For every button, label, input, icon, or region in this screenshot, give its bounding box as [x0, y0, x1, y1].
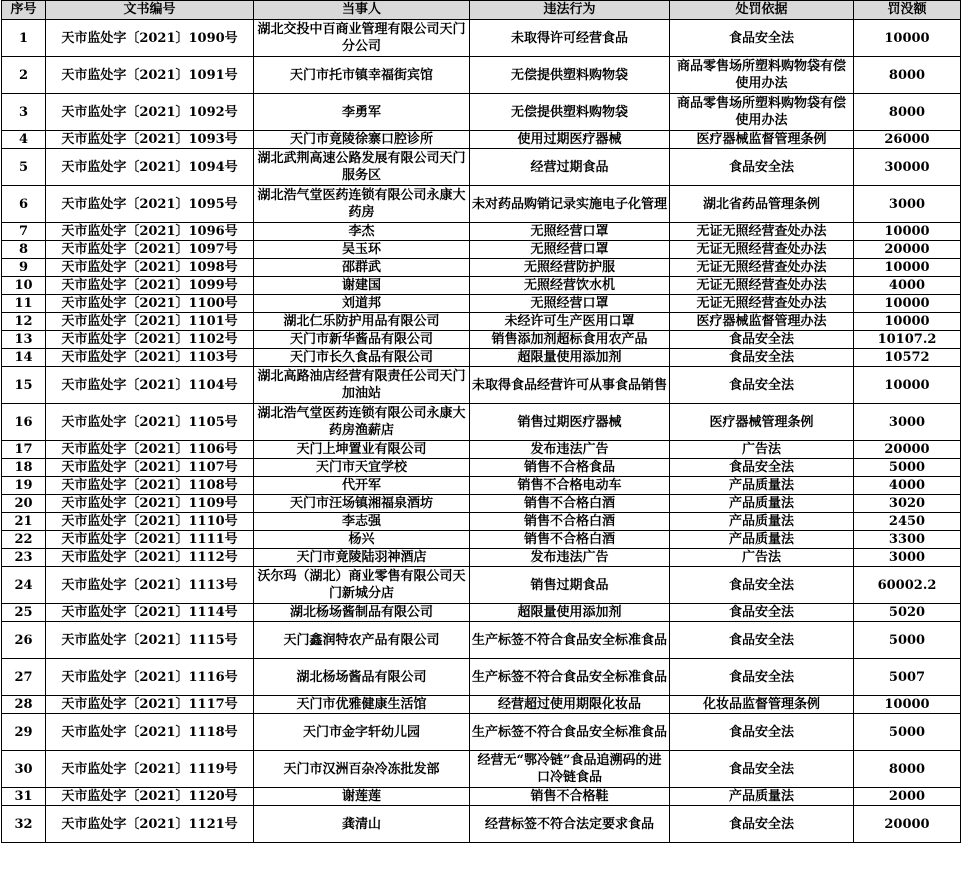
cell-no: 7 — [2, 223, 46, 241]
cell-no: 8 — [2, 241, 46, 259]
cell-no: 30 — [2, 751, 46, 788]
table-row — [2, 295, 961, 313]
cell-violation: 经营无“鄂冷链”食品追溯码的进口冷链食品 — [470, 751, 670, 788]
cell-no: 23 — [2, 549, 46, 567]
cell-violation: 生产标签不符合食品安全标准食品 — [470, 659, 670, 696]
table-row — [2, 94, 961, 131]
cell-doc: 天市监处字〔2021〕1116号 — [46, 659, 254, 696]
cell-party: 湖北交投中百商业管理有限公司天门分公司 — [254, 20, 470, 57]
cell-party: 天门上坤置业有限公司 — [254, 441, 470, 459]
cell-party: 天门市新华酱品有限公司 — [254, 331, 470, 349]
cell-violation: 销售添加剂超标食用农产品 — [470, 331, 670, 349]
cell-no: 20 — [2, 495, 46, 513]
table-row — [2, 223, 961, 241]
cell-violation: 销售过期医疗器械 — [470, 404, 670, 441]
table-row — [2, 149, 961, 186]
table-row — [2, 441, 961, 459]
cell-violation: 超限量使用添加剂 — [470, 349, 670, 367]
cell-no: 12 — [2, 313, 46, 331]
cell-basis: 食品安全法 — [670, 806, 854, 843]
table-row — [2, 806, 961, 843]
cell-basis: 产品质量法 — [670, 788, 854, 806]
cell-basis: 广告法 — [670, 441, 854, 459]
table-row — [2, 751, 961, 788]
table-row — [2, 186, 961, 223]
cell-fine: 20000 — [854, 441, 961, 459]
cell-party: 湖北武荆高速公路发展有限公司天门服务区 — [254, 149, 470, 186]
cell-doc: 天市监处字〔2021〕1112号 — [46, 549, 254, 567]
cell-violation: 未取得许可经营食品 — [470, 20, 670, 57]
table-row — [2, 404, 961, 441]
cell-no: 5 — [2, 149, 46, 186]
cell-fine: 3000 — [854, 549, 961, 567]
cell-fine: 30000 — [854, 149, 961, 186]
cell-fine: 4000 — [854, 477, 961, 495]
cell-fine: 8000 — [854, 57, 961, 94]
cell-violation: 未取得食品经营许可从事食品销售 — [470, 367, 670, 404]
cell-doc: 天市监处字〔2021〕1100号 — [46, 295, 254, 313]
cell-party: 天门市优雅健康生活馆 — [254, 696, 470, 714]
cell-basis: 医疗器械监督管理办法 — [670, 313, 854, 331]
cell-fine: 20000 — [854, 241, 961, 259]
cell-fine: 2000 — [854, 788, 961, 806]
cell-fine: 10000 — [854, 696, 961, 714]
cell-violation: 使用过期医疗器械 — [470, 131, 670, 149]
cell-basis: 食品安全法 — [670, 751, 854, 788]
cell-party: 湖北浩气堂医药连锁有限公司永康大药房渔薪店 — [254, 404, 470, 441]
cell-violation: 销售不合格食品 — [470, 459, 670, 477]
cell-violation: 销售不合格鞋 — [470, 788, 670, 806]
cell-party: 李勇军 — [254, 94, 470, 131]
table-row — [2, 349, 961, 367]
cell-party: 邵群武 — [254, 259, 470, 277]
cell-no: 29 — [2, 714, 46, 751]
cell-basis: 广告法 — [670, 549, 854, 567]
cell-violation: 无照经营口罩 — [470, 223, 670, 241]
cell-no: 19 — [2, 477, 46, 495]
cell-doc: 天市监处字〔2021〕1101号 — [46, 313, 254, 331]
cell-doc: 天市监处字〔2021〕1098号 — [46, 259, 254, 277]
cell-fine: 10107.2 — [854, 331, 961, 349]
cell-doc: 天市监处字〔2021〕1092号 — [46, 94, 254, 131]
table-row — [2, 549, 961, 567]
header-row — [2, 1, 961, 20]
cell-basis: 无证无照经营查处办法 — [670, 295, 854, 313]
cell-fine: 20000 — [854, 806, 961, 843]
cell-no: 24 — [2, 567, 46, 604]
cell-fine: 3000 — [854, 186, 961, 223]
cell-party: 湖北仁乐防护用品有限公司 — [254, 313, 470, 331]
table-row — [2, 57, 961, 94]
cell-party: 谢莲莲 — [254, 788, 470, 806]
cell-party: 刘道邦 — [254, 295, 470, 313]
cell-doc: 天市监处字〔2021〕1119号 — [46, 751, 254, 788]
cell-basis: 无证无照经营查处办法 — [670, 241, 854, 259]
cell-fine: 60002.2 — [854, 567, 961, 604]
cell-party: 谢建国 — [254, 277, 470, 295]
cell-party: 湖北浩气堂医药连锁有限公司永康大药房 — [254, 186, 470, 223]
cell-fine: 5000 — [854, 622, 961, 659]
cell-fine: 10000 — [854, 295, 961, 313]
cell-fine: 5000 — [854, 459, 961, 477]
table-row — [2, 331, 961, 349]
cell-violation: 无照经营口罩 — [470, 241, 670, 259]
cell-fine: 8000 — [854, 751, 961, 788]
cell-violation: 经营过期食品 — [470, 149, 670, 186]
cell-violation: 未经许可生产医用口罩 — [470, 313, 670, 331]
cell-party: 天门市竟陵陆羽神酒店 — [254, 549, 470, 567]
table-row — [2, 241, 961, 259]
cell-no: 18 — [2, 459, 46, 477]
cell-basis: 湖北省药品管理条例 — [670, 186, 854, 223]
cell-no: 3 — [2, 94, 46, 131]
table-row — [2, 259, 961, 277]
cell-basis: 商品零售场所塑料购物袋有偿使用办法 — [670, 94, 854, 131]
cell-fine: 10000 — [854, 223, 961, 241]
cell-fine: 2450 — [854, 513, 961, 531]
cell-no: 1 — [2, 20, 46, 57]
header-violation: 违法行为 — [470, 1, 670, 20]
cell-doc: 天市监处字〔2021〕1093号 — [46, 131, 254, 149]
cell-no: 6 — [2, 186, 46, 223]
table-row — [2, 459, 961, 477]
header-no: 序号 — [2, 1, 46, 20]
cell-no: 21 — [2, 513, 46, 531]
cell-violation: 生产标签不符合食品安全标准食品 — [470, 622, 670, 659]
table-row — [2, 696, 961, 714]
cell-fine: 26000 — [854, 131, 961, 149]
cell-doc: 天市监处字〔2021〕1095号 — [46, 186, 254, 223]
cell-doc: 天市监处字〔2021〕1094号 — [46, 149, 254, 186]
table-row — [2, 477, 961, 495]
cell-violation: 销售不合格白酒 — [470, 495, 670, 513]
table-row — [2, 604, 961, 622]
cell-basis: 产品质量法 — [670, 495, 854, 513]
cell-basis: 产品质量法 — [670, 513, 854, 531]
table-row — [2, 659, 961, 696]
cell-basis: 无证无照经营查处办法 — [670, 223, 854, 241]
cell-fine: 10000 — [854, 313, 961, 331]
cell-no: 11 — [2, 295, 46, 313]
cell-doc: 天市监处字〔2021〕1121号 — [46, 806, 254, 843]
cell-violation: 发布违法广告 — [470, 441, 670, 459]
cell-no: 4 — [2, 131, 46, 149]
table-row — [2, 367, 961, 404]
cell-violation: 销售不合格白酒 — [470, 531, 670, 549]
header-doc: 文书编号 — [46, 1, 254, 20]
cell-violation: 销售不合格电动车 — [470, 477, 670, 495]
cell-basis: 食品安全法 — [670, 149, 854, 186]
cell-doc: 天市监处字〔2021〕1096号 — [46, 223, 254, 241]
table-row — [2, 313, 961, 331]
cell-basis: 食品安全法 — [670, 459, 854, 477]
cell-basis: 食品安全法 — [670, 622, 854, 659]
cell-basis: 食品安全法 — [670, 604, 854, 622]
cell-basis: 食品安全法 — [670, 349, 854, 367]
cell-no: 22 — [2, 531, 46, 549]
cell-doc: 天市监处字〔2021〕1105号 — [46, 404, 254, 441]
cell-fine: 3020 — [854, 495, 961, 513]
cell-no: 15 — [2, 367, 46, 404]
header-party: 当事人 — [254, 1, 470, 20]
cell-fine: 3000 — [854, 404, 961, 441]
cell-violation: 无照经营饮水机 — [470, 277, 670, 295]
table-row — [2, 622, 961, 659]
table-row — [2, 277, 961, 295]
cell-violation: 生产标签不符合食品安全标准食品 — [470, 714, 670, 751]
cell-doc: 天市监处字〔2021〕1120号 — [46, 788, 254, 806]
cell-basis: 医疗器械监督管理条例 — [670, 131, 854, 149]
cell-no: 25 — [2, 604, 46, 622]
cell-party: 天门市竟陵徐寨口腔诊所 — [254, 131, 470, 149]
cell-party: 天门市天宜学校 — [254, 459, 470, 477]
cell-no: 16 — [2, 404, 46, 441]
cell-violation: 经营标签不符合法定要求食品 — [470, 806, 670, 843]
cell-violation: 无偿提供塑料购物袋 — [470, 57, 670, 94]
cell-violation: 无照经营防护服 — [470, 259, 670, 277]
cell-fine: 10572 — [854, 349, 961, 367]
cell-party: 吴玉环 — [254, 241, 470, 259]
cell-no: 10 — [2, 277, 46, 295]
cell-doc: 天市监处字〔2021〕1115号 — [46, 622, 254, 659]
table-row — [2, 20, 961, 57]
cell-party: 天门市托市镇幸福街宾馆 — [254, 57, 470, 94]
cell-violation: 超限量使用添加剂 — [470, 604, 670, 622]
cell-basis: 食品安全法 — [670, 714, 854, 751]
cell-doc: 天市监处字〔2021〕1102号 — [46, 331, 254, 349]
cell-no: 26 — [2, 622, 46, 659]
cell-no: 17 — [2, 441, 46, 459]
cell-violation: 经营超过使用期限化妆品 — [470, 696, 670, 714]
cell-doc: 天市监处字〔2021〕1111号 — [46, 531, 254, 549]
cell-violation: 无照经营口罩 — [470, 295, 670, 313]
cell-party: 湖北杨场酱品有限公司 — [254, 659, 470, 696]
cell-fine: 10000 — [854, 259, 961, 277]
cell-party: 天门市金字轩幼儿园 — [254, 714, 470, 751]
cell-party: 天门市汉洲百杂冷冻批发部 — [254, 751, 470, 788]
table-row — [2, 513, 961, 531]
table-row — [2, 567, 961, 604]
cell-no: 2 — [2, 57, 46, 94]
cell-violation: 发布违法广告 — [470, 549, 670, 567]
table-row — [2, 495, 961, 513]
cell-doc: 天市监处字〔2021〕1110号 — [46, 513, 254, 531]
cell-doc: 天市监处字〔2021〕1114号 — [46, 604, 254, 622]
cell-basis: 化妆品监督管理条例 — [670, 696, 854, 714]
cell-fine: 5007 — [854, 659, 961, 696]
cell-no: 13 — [2, 331, 46, 349]
cell-doc: 天市监处字〔2021〕1113号 — [46, 567, 254, 604]
cell-basis: 食品安全法 — [670, 20, 854, 57]
cell-party: 天门鑫润特农产品有限公司 — [254, 622, 470, 659]
cell-doc: 天市监处字〔2021〕1103号 — [46, 349, 254, 367]
cell-doc: 天市监处字〔2021〕1090号 — [46, 20, 254, 57]
cell-no: 32 — [2, 806, 46, 843]
cell-fine: 4000 — [854, 277, 961, 295]
cell-basis: 无证无照经营查处办法 — [670, 259, 854, 277]
cell-doc: 天市监处字〔2021〕1104号 — [46, 367, 254, 404]
cell-fine: 5000 — [854, 714, 961, 751]
cell-basis: 产品质量法 — [670, 531, 854, 549]
cell-doc: 天市监处字〔2021〕1091号 — [46, 57, 254, 94]
cell-basis: 无证无照经营查处办法 — [670, 277, 854, 295]
cell-no: 9 — [2, 259, 46, 277]
cell-basis: 食品安全法 — [670, 567, 854, 604]
header-basis: 处罚依据 — [670, 1, 854, 20]
cell-party: 龚清山 — [254, 806, 470, 843]
cell-basis: 食品安全法 — [670, 367, 854, 404]
cell-violation: 销售不合格白酒 — [470, 513, 670, 531]
cell-doc: 天市监处字〔2021〕1099号 — [46, 277, 254, 295]
cell-party: 湖北杨场酱制品有限公司 — [254, 604, 470, 622]
cell-fine: 10000 — [854, 367, 961, 404]
header-fine: 罚没额 — [854, 1, 961, 20]
table-row — [2, 131, 961, 149]
cell-no: 14 — [2, 349, 46, 367]
table-body — [2, 20, 961, 843]
penalty-table — [1, 0, 961, 843]
cell-party: 李杰 — [254, 223, 470, 241]
cell-no: 28 — [2, 696, 46, 714]
cell-party: 天门市长久食品有限公司 — [254, 349, 470, 367]
cell-doc: 天市监处字〔2021〕1107号 — [46, 459, 254, 477]
cell-basis: 医疗器械管理条例 — [670, 404, 854, 441]
cell-basis: 产品质量法 — [670, 477, 854, 495]
cell-doc: 天市监处字〔2021〕1118号 — [46, 714, 254, 751]
cell-basis: 食品安全法 — [670, 659, 854, 696]
cell-no: 31 — [2, 788, 46, 806]
cell-doc: 天市监处字〔2021〕1106号 — [46, 441, 254, 459]
cell-fine: 3300 — [854, 531, 961, 549]
cell-party: 杨兴 — [254, 531, 470, 549]
cell-doc: 天市监处字〔2021〕1097号 — [46, 241, 254, 259]
cell-party: 代开军 — [254, 477, 470, 495]
cell-basis: 食品安全法 — [670, 331, 854, 349]
cell-fine: 10000 — [854, 20, 961, 57]
cell-doc: 天市监处字〔2021〕1109号 — [46, 495, 254, 513]
cell-party: 沃尔玛（湖北）商业零售有限公司天门新城分店 — [254, 567, 470, 604]
cell-basis: 商品零售场所塑料购物袋有偿使用办法 — [670, 57, 854, 94]
cell-doc: 天市监处字〔2021〕1117号 — [46, 696, 254, 714]
cell-violation: 无偿提供塑料购物袋 — [470, 94, 670, 131]
cell-fine: 8000 — [854, 94, 961, 131]
cell-violation: 销售过期食品 — [470, 567, 670, 604]
cell-party: 湖北高路油店经营有限责任公司天门加油站 — [254, 367, 470, 404]
cell-no: 27 — [2, 659, 46, 696]
cell-fine: 5020 — [854, 604, 961, 622]
cell-violation: 未对药品购销记录实施电子化管理 — [470, 186, 670, 223]
table-row — [2, 531, 961, 549]
cell-doc: 天市监处字〔2021〕1108号 — [46, 477, 254, 495]
table-row — [2, 788, 961, 806]
cell-party: 天门市汪场镇湘福泉酒坊 — [254, 495, 470, 513]
cell-party: 李志强 — [254, 513, 470, 531]
table-row — [2, 714, 961, 751]
